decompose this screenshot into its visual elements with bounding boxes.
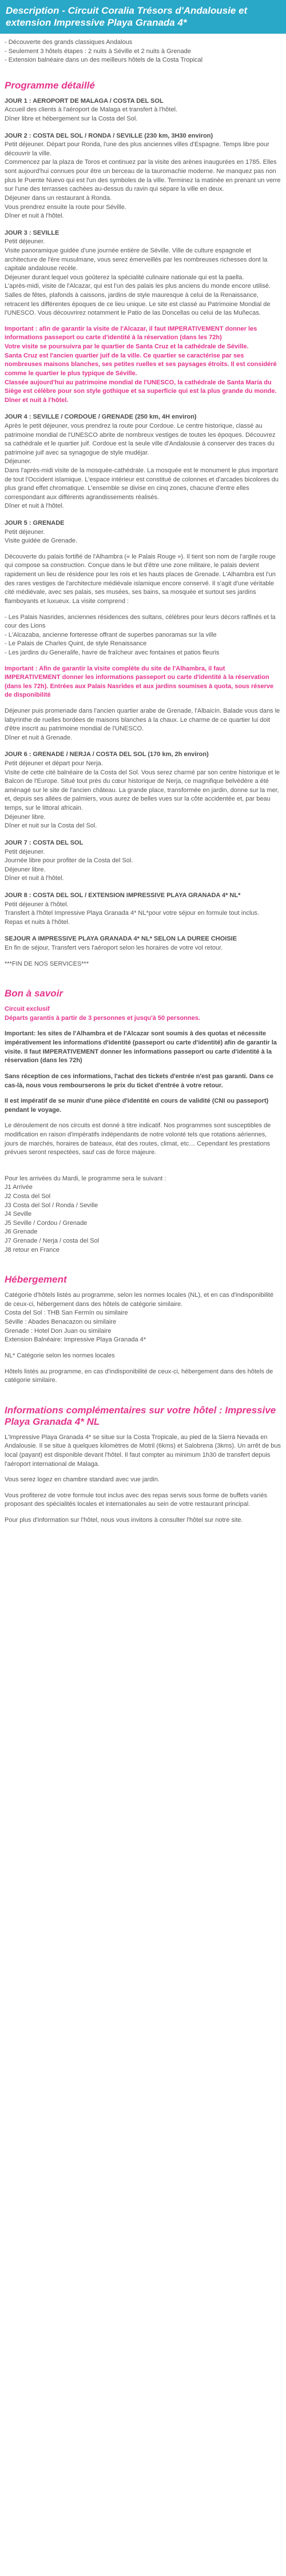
departs-garantis: Départs garantis à partir de 3 personnes et jusqu'à 50 personnes.	[5, 1014, 200, 1022]
day-heading: JOUR 3 : SEVILLE	[5, 229, 59, 236]
arrivees-list	[5, 1183, 281, 1255]
day-heading: JOUR 6 : GRENADE / NERJA / COSTA DEL SOL (170 km, 2h environ)	[5, 751, 209, 758]
arrivee-item: J8 retour en France	[5, 1246, 59, 1253]
hebergement-item: Extension Balnéaire: Impressive Playa Granada 4*	[5, 1336, 146, 1344]
arrivees-block	[0, 1175, 286, 1255]
programme-day	[0, 413, 286, 511]
important-quota-note: Important: les sites de l'Alhambra et de l'Alcazar sont soumis à des quotas et nécessite impérativement les informations d'identité (passeport ou carte d'identité) afin de garantir la visite. Il faut IMPERATIVEMENT donner les informations passeport ou carte d'identité à la réservation (dans les 72h)	[5, 1030, 277, 1064]
arrivee-item: J3 Costa del Sol / Ronda / Seville	[5, 1201, 98, 1209]
day-paragraph: En fin de séjour, Transfert vers l'aéroport selon les horaires de votre vol retour.	[5, 945, 223, 952]
infos-title: Informations complémentaires sur votre hôtel : Impressive Playa Granada 4* NL	[5, 1404, 276, 1427]
arrivee-item: J1 Arrivée	[5, 1184, 33, 1191]
infos-paragraph-4: Pour plus d'information sur l'hôtel, nous vous invitons à consulter l'hôtel sur notre site.	[5, 1517, 243, 1524]
intro-item: - Découverte des grands classiques Andalous	[5, 39, 133, 46]
page-title-banner	[0, 0, 286, 34]
day-heading: SEJOUR A IMPRESSIVE PLAYA GRANADA 4* NL* SELON LA DUREE CHOISIE	[5, 935, 237, 943]
arrivee-item: J7 Grenade / Nerja / costa del Sol	[5, 1237, 100, 1245]
day-paragraph: ***FIN DE NOS SERVICES***	[5, 960, 89, 967]
identity-note: Il est impératif de se munir d'une pièce d'identité en cours de validité (CNI ou passeport) pendant le voyage.	[5, 1098, 269, 1114]
programme-day	[0, 750, 286, 830]
hebergement-item: Séville : Abades Benacazon ou similaire	[5, 1319, 117, 1326]
day-heading: JOUR 1 : AEROPORT DE MALAGA / COSTA DEL SOL	[5, 97, 164, 105]
deroulement-note: Le déroulement de nos circuits est donné à titre indicatif. Nos programmes sont susceptibles de modification en raison d'impératifs indépendants de notre volonté tels que rotations aériennes, jours de marchés, horaires de bateaux, état des routes, climat, etc… Cependant les prestations prévues seront respectées, sauf cas de force majeure.	[5, 1122, 271, 1156]
intro-list	[0, 34, 286, 65]
arrivee-item: J4 Seville	[5, 1211, 32, 1218]
hebergement-list	[0, 1291, 286, 1345]
day-paragraph: Petit déjeuner et départ pour Nerja. Visite de cette cité balnéaire de la Costa del Sol. Vous serez charmé par son centre historique et le Balcon de l'Europe. Situé tout près du cœur historique de Nerja, ce magnifique belvédère a été aménagé sur le site de l'ancien château. La grande place, transformée en jardin, donne sur la mer, et, depuis ses allées de palmiers, vous aurez de belles vues sur la côte accidentée et, par beau temps, sur le littoral africain. Déjeuner libre. Dîner et nuit sur la Costa del Sol.	[5, 760, 280, 830]
programme-day	[0, 891, 286, 927]
day-paragraph: Accueil des clients à l'aéroport de Malaga et transfert à l'hôtel. Dîner libre et hébergement sur la Costa del Sol.	[5, 106, 177, 123]
day-heading: JOUR 4 : SEVILLE / CORDOUE / GRENADE (250 km, 4H environ)	[5, 413, 197, 421]
hebergement-title: Hébergement	[5, 1274, 67, 1285]
arrivee-item: J6 Grenade	[5, 1228, 38, 1236]
programme-day	[0, 839, 286, 883]
programme-day	[0, 935, 286, 968]
day-heading: JOUR 8 : COSTA DEL SOL / EXTENSION IMPRESSIVE PLAYA GRANADA 4* NL*	[5, 891, 241, 899]
page-title: Description - Circuit Coralia Trésors d'Andalousie et extension Impressive Playa Granada 4*	[6, 5, 248, 28]
arrivees-intro: Pour les arrivées du Mardi, le programme sera le suivant :	[5, 1175, 166, 1182]
infos-paragraph-2: Vous serez logez en chambre standard avec vue jardin.	[5, 1476, 160, 1484]
day-paragraph: Déjeuner puis promenade dans l'ancien quartier arabe de Grenade, l'Albaicín. Balade vous dans le labyrinthe de ruelles bordées de maisons blanches à la chaux. Le charme de ce quartier lui doit d'être inscrit au patrimoine mondial de l'UNESCO. Dîner et nuit à Grenade.	[5, 708, 280, 741]
programme-day	[0, 519, 286, 742]
intro-item: - Seulement 3 hôtels étapes : 2 nuits à Séville et 2 nuits à Grenade	[5, 47, 191, 55]
hebergement-note: NL* Catégorie selon les normes locales	[5, 1352, 115, 1359]
intro-item: - Extension balnéaire dans un des meilleurs hôtels de la Costa Tropical	[5, 57, 203, 64]
hebergement-item: Catégorie d'hôtels listés au programme, selon les normes locales (NL), et en cas d'indisponibilité de ceux-ci, hébergement dans des hôtels de catégorie similaire.	[5, 1292, 274, 1308]
day-heading: JOUR 2 : COSTA DEL SOL / RONDA / SEVILLE (230 km, 3H30 environ)	[5, 132, 213, 139]
infos-paragraph-1: L'Impressive Playa Granada 4* se situe sur la Costa Tropicale, au pied de la Sierra Nevada en Andalousie. Il se situe à quelques kilomètres de Motril (6kms) et Salobrena (3kms). Un arrêt de bus local (payant) est disponible devant l'hôtel. Il faut compter au minimum 1h30 de transfert depuis l'aéroport international de Malaga.	[5, 1433, 281, 1468]
programme-day	[0, 132, 286, 221]
programme-day	[0, 97, 286, 124]
programme-title: Programme détaillé	[5, 79, 95, 91]
day-paragraph: Petit déjeuner. Journée libre pour profiter de la Costa del Sol. Déjeuner libre. Dîner et nuit à l'hôtel.	[5, 848, 133, 882]
day-paragraph: Important : afin de garantir la visite de l'Alcazar, il faut IMPERATIVEMENT donner les informations passeport ou carte d'identité à la réservation (dans les 72h) Votre visite se poursuivra par le quartier de Santa Cruz et la cathédrale de Séville. Santa Cruz est l'ancien quartier juif de la ville. Ce quartier se caractérise par ses nombreuses maisons blanches, ses petites ruelles et ses paysages étroits. Il est considéré comme le quartier le plus typique de Séville. Classée aujourd'hui au patrimoine mondial de l'UNESCO, la cathédrale de Santa María du Siège est célèbre pour son style gothique et sa superficie qui est la plus grande du monde. Dîner et nuit à l'hôtel.	[5, 325, 277, 404]
hebergement-item: Costa del Sol : THB San Fermín ou similaire	[5, 1309, 128, 1317]
day-paragraph: Découverte du palais fortifié de l'Alhambra (« le Palais Rouge »). Il tient son nom de l'argile rouge qui compose sa construction. Conçue dans le but d'être une zone militaire, le palais devient rapidement un lieu de résidence pour les rois et les hauts places de Grenade. L'Alhambra est l'un des rares vestiges de l'architecture médiévale islamique encore conservé. Il s'agit d'une véritable cité médiévale, avec ses palais, ses musées, ses bains, sa mosquée et surtout ses jardins flamboyants et luxueux. La visite comprend :	[5, 553, 276, 605]
hebergement-note-2: Hôtels listés au programme, en cas d'indisponibilité de ceux-ci, hébergement dans des hôtels de catégorie similaire.	[5, 1368, 273, 1384]
arrivee-item: J5 Seville / Cordou / Grenade	[5, 1219, 88, 1227]
day-paragraph: - Les Palais Nasrides, anciennes résidences des sultans, célèbres pour leurs décors raffinés et la cour des Lions - L'Alcazaba, ancienne forteresse offrant de superbes panoramas sur la ville - Le Palais de Charles Quint, de style Renaissance - Les jardins du Generalife, havre de fraîcheur avec fontaines et patios fleuris	[5, 613, 276, 656]
day-paragraph: Petit déjeuner à l'hôtel. Transfert à l'hôtel Impressive Playa Granada 4* NL*pour votre séjour en formule tout inclus. Repas et nuits à l'hôtel.	[5, 901, 259, 926]
day-heading: JOUR 7 : COSTA DEL SOL	[5, 839, 84, 846]
programme-days	[0, 97, 286, 968]
day-paragraph: Important : Afin de garantir la visite complète du site de l'Alhambra, il faut IMPERATIVEMENT donner les informations passeport ou carte d'identité à la réservation (dans les 72h). Entrées aux Palais Nasrides et aux jardins soumises à quota, sous réserve de disponibilité	[5, 665, 274, 699]
arrivee-item: J2 Costa del Sol	[5, 1192, 51, 1200]
programme-day	[0, 229, 286, 405]
day-paragraph: Petit déjeuner. Départ pour Ronda, l'une des plus anciennes villes d'Espagne. Temps libre pour découvrir la ville. Commencez par la plaza de Toros et continuez par la visite des arènes inaugurées en 1785. Elles sont aujourd'hui connues pour être un berceau de la tauromachie moderne. Ne manquez pas non plus le Puente Nuevo qui est l'un des symboles de la ville. Terminez la matinée en prenant un verre sur l'une des terrasses cachées au-dessus du ravin qui sépare la ville en deux. Déjeuner dans un restaurant à Ronda. Vous prendrez ensuite la route pour Séville. Dîner et nuit à l'hôtel.	[5, 141, 281, 220]
bon-a-savoir-departs	[0, 1005, 286, 1023]
day-paragraph: Après le petit déjeuner, vous prendrez la route pour Cordoue. Le centre historique, classé au patrimoine mondial de l'UNESCO abrite de nombreux vestiges de toutes les époques. Découvrez sa cathédrale et le quartier juif. Cordoue est la seule ville d'Andalousie à conserver des traces du patrimoine juif avec sa synagogue de style mudéjar. Déjeuner. Dans l'après-midi visite de la mosquée-cathédrale. La mosquée est le monument le plus important de tout l'Occident islamique. L'espace intérieur est constitué de colonnes et d'arcades bicolores du plus grand effet chromatique. L'ensemble se divise en cinq zones, chacune d'entre elles correspondant aux différents agrandissements réalisés. Dîner et nuit à l'hôtel.	[5, 422, 279, 510]
day-heading: JOUR 5 : GRENADE	[5, 520, 65, 527]
infos-paragraph-3: Vous profiterez de votre formule tout inclus avec des repas servis sous forme de buffets variés proposant des spécialités locales et internationales au sein de votre restaurant principal.	[5, 1492, 267, 1508]
reception-note: Sans réception de ces informations, l'achat des tickets d'entrée n'est pas garanti. Dans ce cas-là, nous vous rembourserons le prix du ticket d'entrée à votre retour.	[5, 1072, 274, 1089]
day-paragraph: Petit déjeuner. Visite guidée de Grenade.	[5, 528, 77, 545]
circuit-exclusif-label: Circuit exclusif	[5, 1006, 50, 1013]
bon-a-savoir-title: Bon à savoir	[5, 988, 63, 999]
hebergement-item: Grenade : Hotel Don Juan ou similaire	[5, 1327, 112, 1335]
day-paragraph: Petit déjeuner. Visite panoramique guidée d'une journée entière de Séville. Ville de culture espagnole et architecture de l'ère musulmane, vous serez émerveillés par les nombreuses richesses dont la capitale andalouse recèle. Déjeuner durant lequel vous goûterez la spécialité culinaire nationale qui est la paella. L'après-midi, visite de l'Alcazar, qui est l'un des palais les plus anciens du monde encore utilisé. Salles de fêtes, plafonds à caissons, jardins de style mauresque à celui de la Renaissance, retracent les différentes époques de ce lieu unique. Le site est classé au Patrimoine Mondial de l'UNESCO. Vous découvrirez notamment le Patio de las Doncellas ou celui de las Muñecas.	[5, 238, 271, 317]
